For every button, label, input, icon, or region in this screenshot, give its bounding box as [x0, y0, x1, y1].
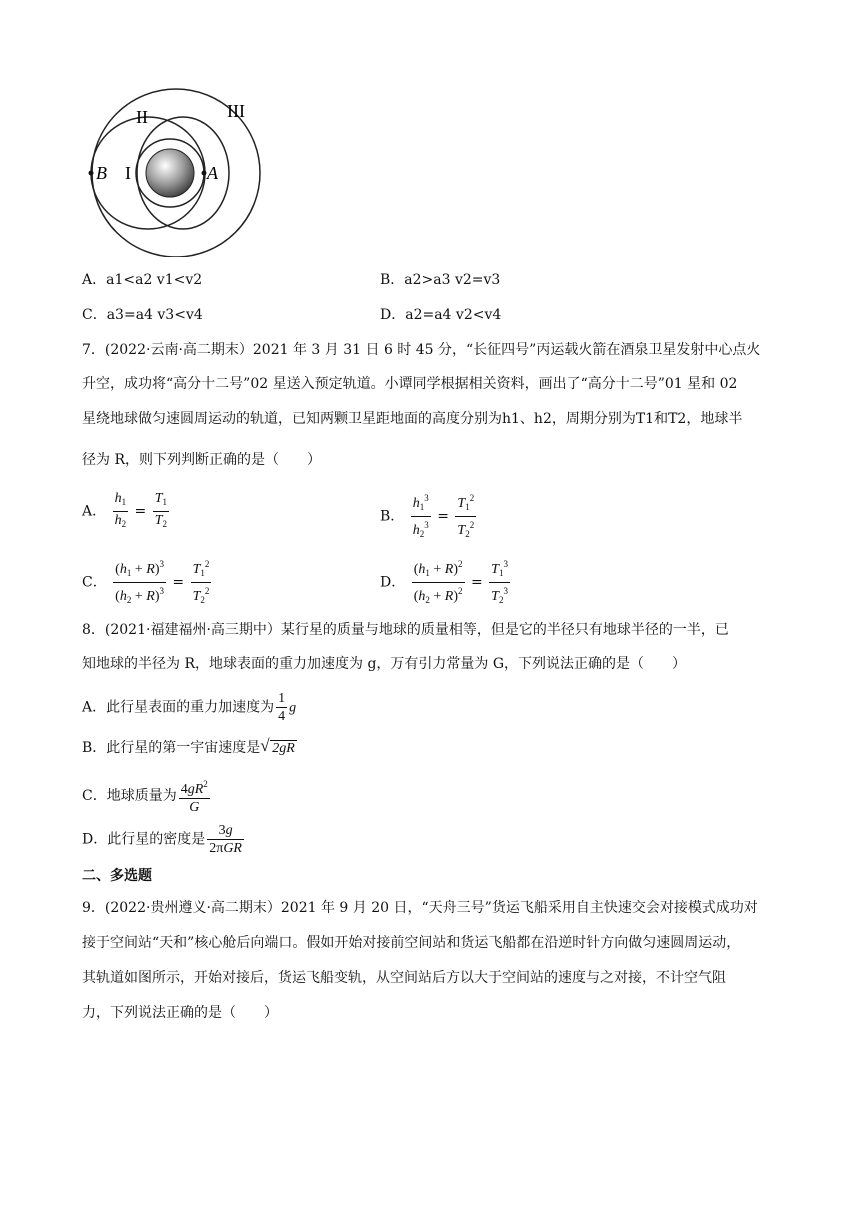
q8-option-b-formula: √ 2gR [260, 736, 295, 756]
q8-option-c[interactable] [82, 776, 212, 816]
q8-option-b-text: B．此行星的第一宇宙速度是 [82, 740, 261, 756]
q7-option-b-label: B． [380, 508, 405, 525]
q6-option-c[interactable]: C．a3=a4 v3<v4 [82, 307, 203, 323]
orbit-diagram [80, 82, 270, 257]
q8-option-b[interactable] [82, 738, 297, 759]
q7-option-d-label: D． [380, 574, 406, 591]
q7-option-d-formula: $\frac{(h_1 + R)^2}{(h_2 + R)^2}$ [412, 556, 465, 609]
q8-option-a-formula: $\frac{1}{4}$ [278, 691, 286, 724]
q7-text-line-3: 星绕地球做匀速圆周运动的轨道，已知两颗卫星距地面的高度分别为h1、h2，周期分别为T1和T2，地球半 [82, 411, 743, 427]
q9-text-line-2: 接于空间站“天和”核心舱后向端口。假如开始对接前空间站和货运飞船都在沿逆时针方向做匀速圆周运动， [82, 935, 741, 951]
q9-text-line-1: 9．(2022·贵州遵义·高二期末）2021 年 9 月 20 日，“天舟三号”货运飞船采用自主快速交会对接模式成功对 [82, 900, 758, 916]
q7-option-b-formula: $\frac{h_1^3}{h_2^3}$ [411, 490, 431, 543]
label-orbit-I: I [125, 163, 131, 183]
q7-text-line-1: 7．(2022·云南·高二期末）2021 年 3 月 31 日 6 时 45 分，“长征四号”丙运载火箭在酒泉卫星发射中心点火 [82, 342, 761, 358]
q8-text-line-2: 知地球的半径为 R，地球表面的重力加速度为 g，万有引力常量为 G，下列说法正确的是（ ） [82, 656, 687, 672]
q8-option-c-formula: $\frac{4gR^2}{G}$ [179, 776, 210, 816]
q9-text-line-3: 其轨道如图所示，开始对接后，货运飞船变轨，从空间站后方以大于空间站的速度与之对接，不计空气阻 [82, 970, 726, 986]
q7-option-a-formula: $\frac{h_1}{h_2}$ [114, 491, 127, 529]
q7-option-c[interactable]: C． $\frac{(h_1 + R)^3}{(h_2 + R)^3}$ = $\frac{T_1^2}{T_2^2}$ [82, 556, 213, 609]
q8-option-d-formula: $\frac{3g}{\text{2πGR}}$ [209, 823, 242, 856]
q6-option-b[interactable]: B．a2>a3 v2=v3 [380, 272, 501, 288]
q7-option-a[interactable]: A． $\frac{h_1}{h_2}$ = $\frac{T_1}{T_2}$ [82, 490, 171, 533]
q7-text-line-2: 升空，成功将“高分十二号”02 星送入预定轨道。小谭同学根据相关资料，画出了“高分十二号”01 星和 02 [82, 376, 738, 392]
label-orbit-III: III [227, 101, 245, 121]
q8-option-d-text: D．此行星的密度是 [82, 831, 206, 848]
q7-option-c-formula: $\frac{(h_1 + R)^3}{(h_2 + R)^3}$ [113, 556, 166, 609]
q7-text-line-4: 径为 R，则下列判断正确的是（ ） [82, 452, 321, 468]
q8-option-d[interactable] [82, 822, 246, 857]
q7-option-b[interactable]: B． $\frac{h_1^3}{h_2^3}$ = $\frac{T_1^2}{T_2^2}$ [380, 490, 478, 543]
section-title: 二、多选题 [82, 868, 152, 884]
label-orbit-II: II [136, 107, 148, 127]
earth [146, 149, 194, 197]
q9-text-line-4: 力，下列说法正确的是（ ） [82, 1005, 278, 1021]
q8-text-line-1: 8．(2021·福建福州·高三期中）某行星的质量与地球的质量相等，但是它的半径只有地球半径的一半，已 [82, 622, 729, 638]
q7-option-c-label: C． [82, 574, 107, 591]
label-point-B: B [96, 163, 107, 183]
label-point-A: A [207, 163, 218, 183]
q8-option-a-text: A．此行星表面的重力加速度为 [82, 699, 275, 716]
point-A-dot [202, 171, 207, 176]
q6-option-a[interactable]: A．a1<a2 v1<v2 [82, 272, 203, 288]
q8-option-a[interactable]: A．此行星表面的重力加速度为 $\frac{1}{4}$ g [82, 691, 297, 724]
q6-option-d[interactable]: D．a2=a4 v2<v4 [380, 307, 502, 323]
point-B-dot [89, 171, 94, 176]
q7-option-d[interactable]: D． $\frac{(h_1 + R)^2}{(h_2 + R)^2}$ = $\frac{T_1^3}{T_2^3}$ [380, 556, 512, 609]
q7-option-a-label: A． [82, 503, 107, 520]
orbit-diagram-svg [80, 82, 270, 257]
q8-option-c-text: C．地球质量为 [82, 788, 177, 804]
